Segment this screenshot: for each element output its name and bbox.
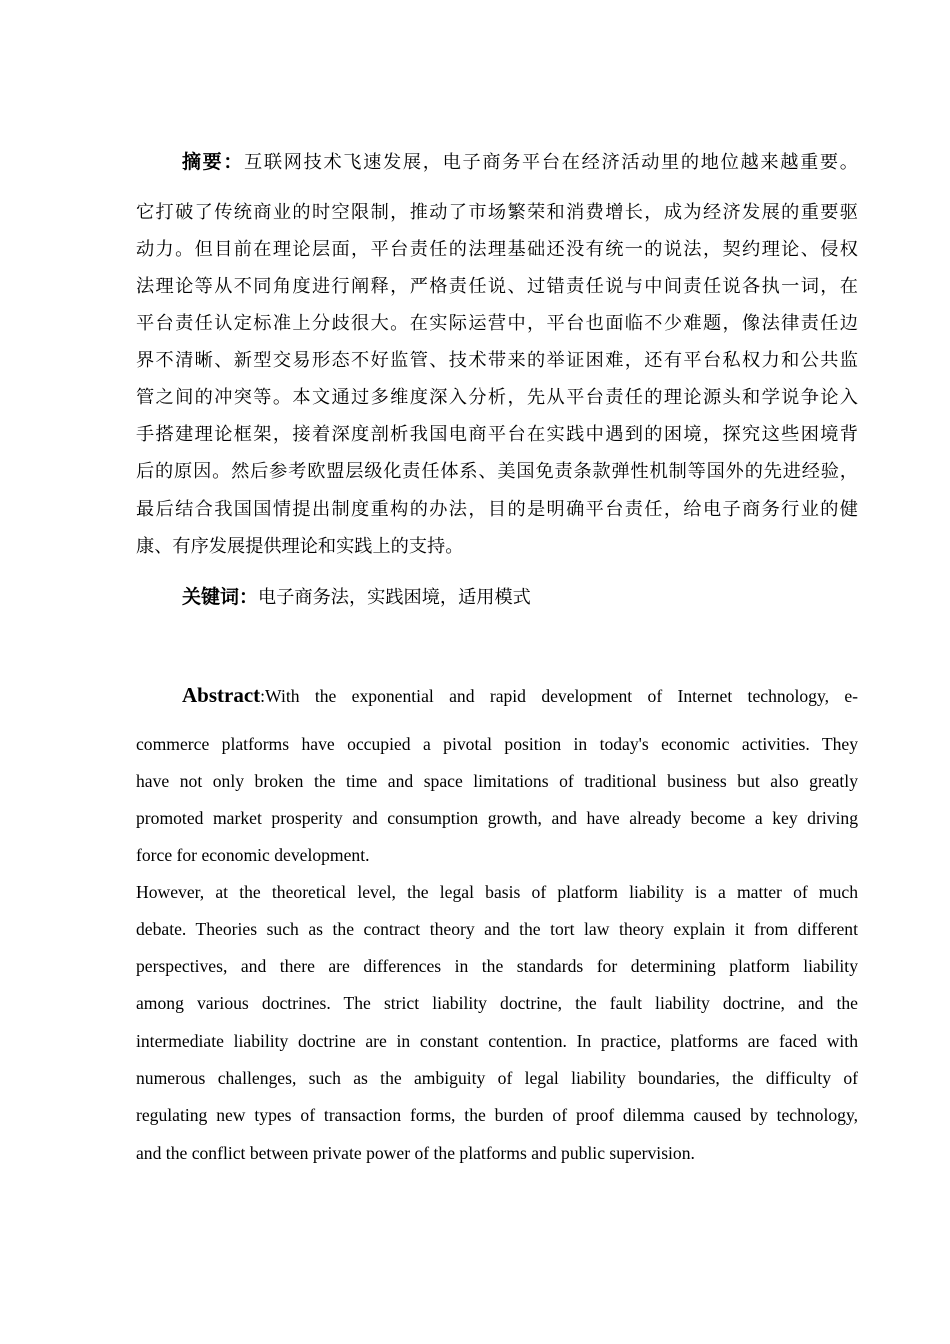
text-line: 界不清晰、新型交易形态不好监管、技术带来的举证困难，还有平台私权力和公共监 [136,350,858,371]
text-line: 康、有序发展提供理论和实践上的支持。 [136,536,464,557]
text-line: 法理论等从不同角度进行阐释，严格责任说、过错责任说与中间责任说各执一词，在 [136,276,858,297]
abstract-zh-first-line: 互联网技术飞速发展，电子商务平台在经济活动里的地位越来越重要。 [244,152,858,173]
text-line: 手搭建理论框架，接着深度剖析我国电商平台在实践中遇到的困境，探究这些困境背 [136,424,858,445]
text-line: 动力。但目前在理论层面，平台责任的法理基础还没有统一的说法，契约理论、侵权 [136,239,858,260]
abstract-en-first-line: :With the exponential and rapid development of Internet technology, e- [260,686,858,706]
text-line: numerous challenges, such as the ambiguity of legal liability boundaries, the difficulty of [136,1068,858,1088]
text-line: among various doctrines. The strict liability doctrine, the fault liability doctrine, and the [136,993,858,1013]
text-line: 最后结合我国国情提出制度重构的办法，目的是明确平台责任，给电子商务行业的健 [136,499,858,520]
text-line: perspectives, and there are differences in the standards for determining platform liability [136,956,858,976]
text-line: promoted market prosperity and consumption growth, and have already become a key driving [136,808,858,828]
text-line: regulating new types of transaction forms, the burden of proof dilemma caused by technology, [136,1105,858,1125]
abstract-zh-heading-line [182,150,858,175]
text-line: 管之间的冲突等。本文通过多维度深入分析，先从平台责任的理论源头和学说争论入 [136,387,858,408]
text-line: debate. Theories such as the contract theory and the tort law theory explain it from different [136,919,858,939]
text-line: have not only broken the time and space limitations of traditional business but also greatly [136,771,858,791]
keywords-zh-label: 关键词： [182,586,259,608]
text-line: 后的原因。然后参考欧盟层级化责任体系、美国免责条款弹性机制等国外的先进经验， [136,461,858,482]
abstract-zh-label: 摘要： [182,151,245,173]
text-line: 平台责任认定标准上分歧很大。在实际运营中，平台也面临不少难题，像法律责任边 [136,313,858,334]
text-line: However, at the theoretical level, the legal basis of platform liability is a matter of much [136,882,858,902]
text-line: 它打破了传统商业的时空限制，推动了市场繁荣和消费增长，成为经济发展的重要驱 [136,202,858,223]
text-line: force for economic development. [136,845,370,865]
text-line: intermediate liability doctrine are in constant contention. In practice, platforms are faced with [136,1031,858,1051]
keywords-zh-line [182,585,858,610]
text-line: and the conflict between private power of the platforms and public supervision. [136,1143,695,1163]
keywords-zh-text: 电子商务法，实践困境，适用模式 [258,587,531,608]
abstract-en-label: Abstract [182,683,261,707]
abstract-en-heading-line [182,683,858,708]
text-line: commerce platforms have occupied a pivotal position in today's economic activities. They [136,734,858,754]
